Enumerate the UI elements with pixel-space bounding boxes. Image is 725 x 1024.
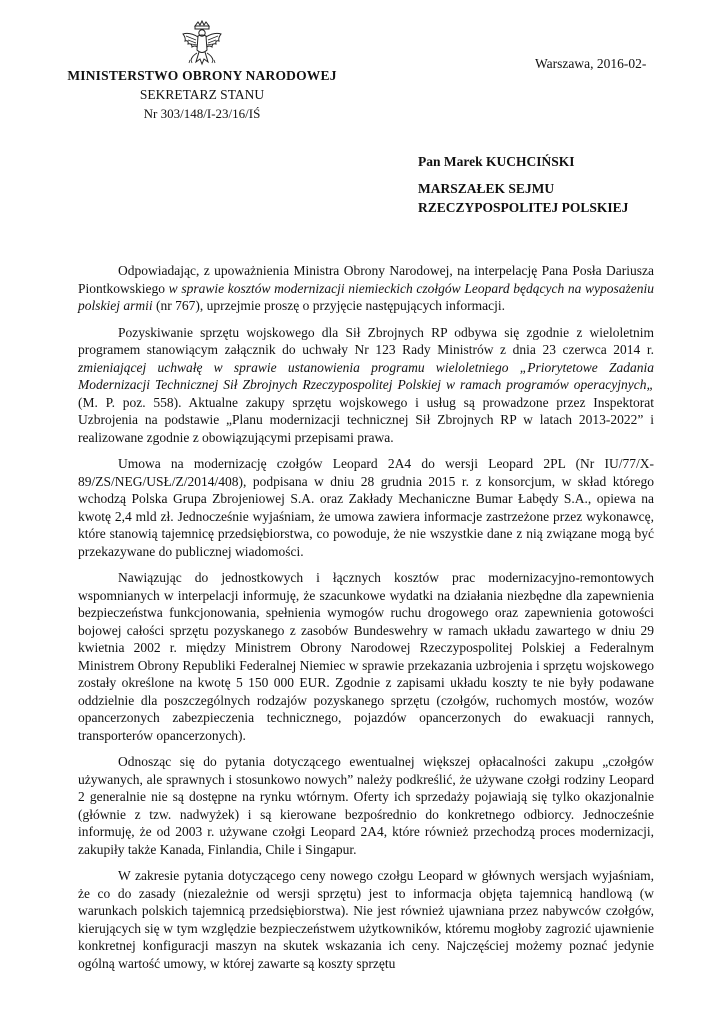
paragraph-5: Odnosząc się do pytania dotyczącego ewentualnej większej opłacalności zakupu „czołgów używanych, ale sprawnych i stosunkowo nowych” należy podkreślić, że używane czołgi rodziny Leopard 2 generalnie nie są dostępne na rynku wtórnym. Oferty ich sprzedaży pojawiają się tylko okazjonalnie (głównie z tzw. nadwyżek) i są kierowane bezpośrednio do konkretnego odbiorcy. Jednocześnie informuję, że od 2003 r. używane czołgi Leopard 2A4, które również przechodzą proces modernizacji, zakupiły także Kanada, Finlandia, Chile i Singapur. bbox=[78, 754, 654, 857]
paragraph-4: Nawiązując do jednostkowych i łącznych kosztów prac modernizacyjno-remontowych wspomnianych w interpelacji informuję, że szacunkowe wydatki na działania niezbędne dla zapewnienia bezpieczeństwa funkcjonowania, spełnienia wymogów ruchu drogowego oraz zapewnienia gotowości bojowej całości sprzętu pozyskanego z zasobów Bundeswehry w ramach układu zawartego w dniu 29 kwietnia 2002 r. między Ministrem Obrony Narodowej Rzeczypospolitej Polskiej a Federalnym Ministrem Obrony Republiki Federalnej Niemiec w sprawie przekazania uzbrojenia i sprzętu wojskowego zostały określone na kwotę 5 150 000 EUR. Zgodnie z zapisami układu koszty te nie były podawane oddzielnie dla poszczególnych rodzajów pozyskanego sprzętu (czołgów, ruchomych mostów, wozów opancerzonych zabezpieczenia technicznego, pojazdów opancerzonych do ewakuacji rannych, transporterów opancerzonych). bbox=[78, 570, 654, 743]
paragraph-2: Pozyskiwanie sprzętu wojskowego dla Sił Zbrojnych RP odbywa się zgodnie z wieloletnim programem stanowiącym załącznik do uchwały Nr 123 Rady Ministrów z dnia 23 czerwca 2014 r. zmieniającej uchwałę w sprawie ustanowienia programu wieloletniego „Priorytetowe Zadania Modernizacji Technicznej Sił Zbrojnych Rzeczypospolitej Polskiej w ramach programów operacyjnych„ (M. P. poz. 558). Aktualne zakupy sprzętu wojskowego i usług są prowadzone przez Inspektorat Uzbrojenia na podstawie „Planu modernizacji technicznej Sił Zbrojnych RP w latach 2013-2022” i realizowane zgodnie z obowiązującymi przepisami prawa. bbox=[78, 324, 654, 445]
city-date: Warszawa, 2016-02- bbox=[535, 56, 647, 71]
paragraph-6: W zakresie pytania dotyczącego ceny nowego czołgu Leopard w głównych wersjach wyjaśniam, że co do zasady (niezależnie od wersji sprzętu) jest to informacja objęta tajemnicą handlową (w warunkach polskich tajemnicą przedsiębiorstwa). Nie jest również ujawniana przez nabywców czołgów, kierujących się w tym względzie bezpieczeństwem użytkowników, któremu mogłoby zagrozić ujawnienie konkretnej konfiguracji maszyn na skutek wskazania ich ceny. Najczęściej możemy poznać jedynie ogólną wartość umowy, w której zawarte są koszty sprzętu bbox=[78, 868, 654, 971]
ministry-block bbox=[52, 66, 352, 123]
ministry-name: MINISTERSTWO OBRONY NARODOWEJ bbox=[67, 68, 337, 83]
addressee-title-line1: MARSZAŁEK SEJMU bbox=[418, 181, 555, 196]
addressee-block bbox=[418, 152, 628, 217]
paragraph-1: Odpowiadając, z upoważnienia Ministra Obrony Narodowej, na interpelację Pana Posła Dariusza Piontkowskiego w sprawie kosztów modernizacji niemieckich czołgów Leopard będących na wyposażeniu polskiej armii (nr 767), uprzejmie proszę o przyjęcie następujących informacji. bbox=[78, 263, 654, 313]
letter-body bbox=[78, 262, 654, 981]
reference-number: Nr 303/148/I-23/16/IŚ bbox=[143, 106, 261, 121]
addressee-title-line2: RZECZYPOSPOLITEJ POLSKIEJ bbox=[418, 200, 629, 215]
eagle-emblem-icon bbox=[180, 20, 224, 70]
addressee-name: Pan Marek KUCHCIŃSKI bbox=[418, 154, 575, 169]
paragraph-3: Umowa na modernizację czołgów Leopard 2A4 do wersji Leopard 2PL (Nr IU/77/X-89/ZS/NEG/USŁ/Z/2014/408), podpisana w dniu 28 grudnia 2015 r. z konsorcjum, w skład którego wchodzą Polska Grupa Zbrojeniowej S.A. oraz Zakłady Mechaniczne Bumar Łabędy S.A., opiewa na kwotę 2,4 mld zł. Jednocześnie wyjaśniam, że umowa zawiera informacje zastrzeżone przez wykonawcę, które stanowią tajemnicę przedsiębiorstwa, co powoduje, że nie wszystkie dane z nią związane mogą być przekazywane do publicznej wiadomości. bbox=[78, 456, 654, 559]
position-title: SEKRETARZ STANU bbox=[139, 87, 265, 102]
